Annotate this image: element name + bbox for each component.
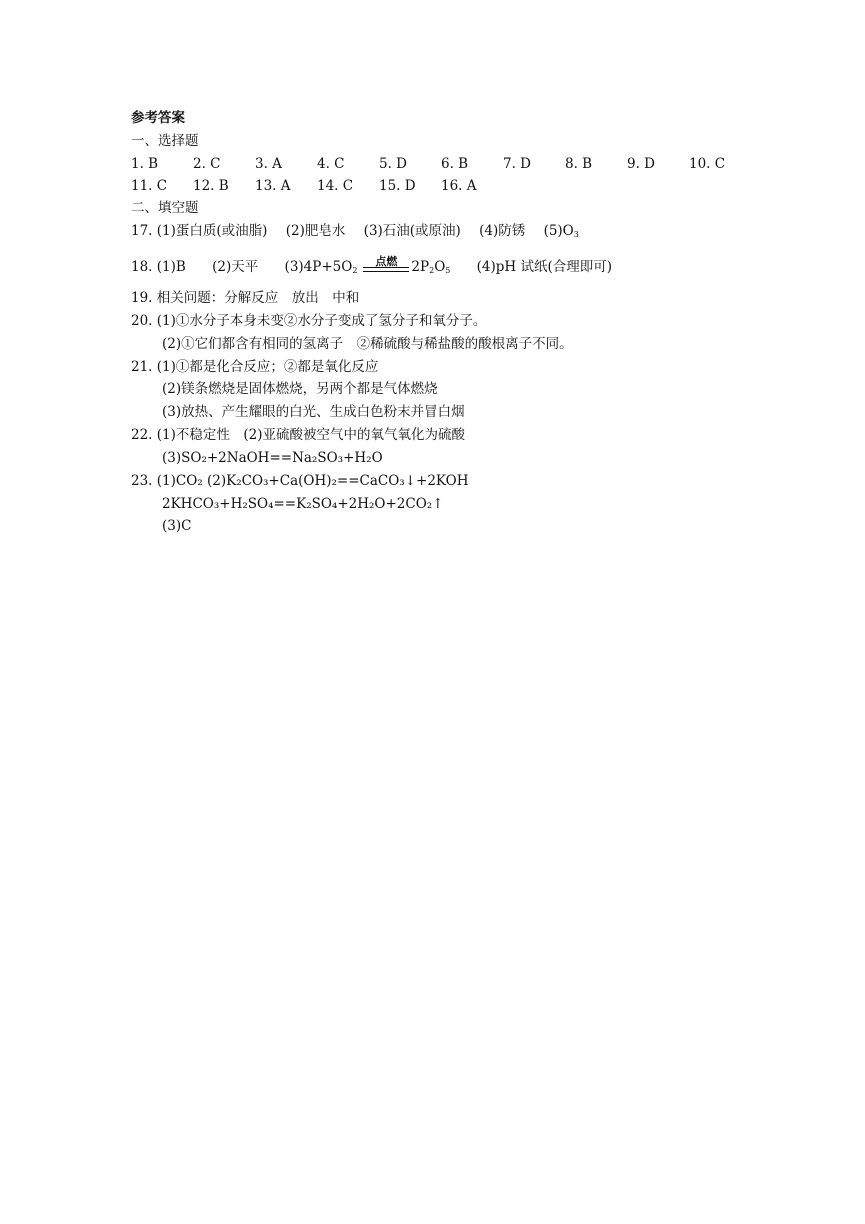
condition-label: 点燃 <box>375 255 398 268</box>
answer-20-line-2: (2)①它们都含有相同的氢离子 ②稀硫酸与稀盐酸的酸根离子不同。 <box>162 336 573 352</box>
answer-21-line-2: (2)镁条燃烧是固体燃烧，另两个都是气体燃烧 <box>162 381 438 397</box>
page-title: 参考答案 <box>131 110 185 126</box>
question-number: 20. <box>131 313 153 329</box>
mc-answer: 12. B <box>193 178 229 194</box>
mc-answer: 13. A <box>255 178 291 194</box>
answer-part: (1)CO₂ (2)K₂CO₃+Ca(OH)₂==CaCO₃↓+2KOH <box>156 473 469 489</box>
section-heading-fill-in: 二、填空题 <box>131 200 199 216</box>
answer-23-line-1 <box>131 471 469 491</box>
answer-part: (1)不稳定性 (2)亚硫酸被空气中的氧气氧化为硫酸 <box>156 427 466 443</box>
answer-part: (1)①水分子本身未变②水分子变成了氢分子和氧分子。 <box>156 313 487 329</box>
subscript: 2 <box>352 266 358 275</box>
answer-18 <box>131 257 612 277</box>
answer-22-line-2: (3)SO₂+2NaOH==Na₂SO₃+H₂O <box>162 450 383 466</box>
mc-answer: 11. C <box>131 178 168 194</box>
answer-part: (2)肥皂水 <box>285 223 346 239</box>
mc-answer: 1. B <box>131 156 159 172</box>
answer-part: (1)蛋白质(或油脂) <box>156 223 268 239</box>
answer-part: (5)O <box>543 223 574 239</box>
answer-21-line-1 <box>131 357 378 377</box>
mc-answers-row-2 <box>131 176 503 196</box>
equation-reactants: (3)4P+5O <box>284 259 353 275</box>
question-number: 22. <box>131 427 153 443</box>
answer-20-line-1 <box>131 311 486 331</box>
equals-bars <box>363 267 409 272</box>
question-number: 18. <box>131 259 153 275</box>
answer-part: 相关问题：分解反应 放出 中和 <box>156 290 360 306</box>
mc-answer: 8. B <box>565 156 593 172</box>
answer-23-line-3: (3)C <box>162 518 192 534</box>
answer-part: (2)天平 <box>212 259 259 275</box>
answer-21-line-3: (3)放热、产生耀眼的白光、生成白色粉末并冒白烟 <box>162 404 465 420</box>
subscript: 5 <box>445 266 451 275</box>
mc-answer: 9. D <box>627 156 655 172</box>
section-heading-multiple-choice: 一、选择题 <box>131 133 199 149</box>
mc-answers-row-1 <box>131 154 751 174</box>
mc-answer: 14. C <box>317 178 354 194</box>
mc-answer: 6. B <box>441 156 469 172</box>
mc-answer: 10. C <box>689 156 726 172</box>
subscript: 3 <box>573 230 579 239</box>
mc-answer: 5. D <box>379 156 407 172</box>
mc-answer: 4. C <box>317 156 345 172</box>
question-number: 19. <box>131 290 153 306</box>
question-number: 17. <box>131 223 153 239</box>
equation-product: 2P <box>411 259 430 275</box>
mc-answer: 3. A <box>255 156 282 172</box>
question-number: 23. <box>131 473 153 489</box>
answer-part: (1)B <box>156 259 186 275</box>
answer-23-line-2: 2KHCO₃+H₂SO₄==K₂SO₄+2H₂O+2CO₂↑ <box>162 496 444 512</box>
mc-answer: 2. C <box>193 156 221 172</box>
answer-19 <box>131 288 359 308</box>
mc-answer: 7. D <box>503 156 531 172</box>
equation-product: O <box>434 259 446 275</box>
answer-17 <box>131 221 579 241</box>
reaction-condition <box>363 257 409 277</box>
mc-answer: 16. A <box>441 178 477 194</box>
subscript: 2 <box>429 266 435 275</box>
answer-part: (3)石油(或原油) <box>363 223 461 239</box>
answer-part: (4)pH 试纸(合理即可) <box>476 259 613 275</box>
answer-part: (1)①都是化合反应；②都是氧化反应 <box>156 359 379 375</box>
question-number: 21. <box>131 359 153 375</box>
answer-part: (4)防锈 <box>479 223 526 239</box>
mc-answer: 15. D <box>379 178 416 194</box>
answer-22-line-1 <box>131 425 465 445</box>
